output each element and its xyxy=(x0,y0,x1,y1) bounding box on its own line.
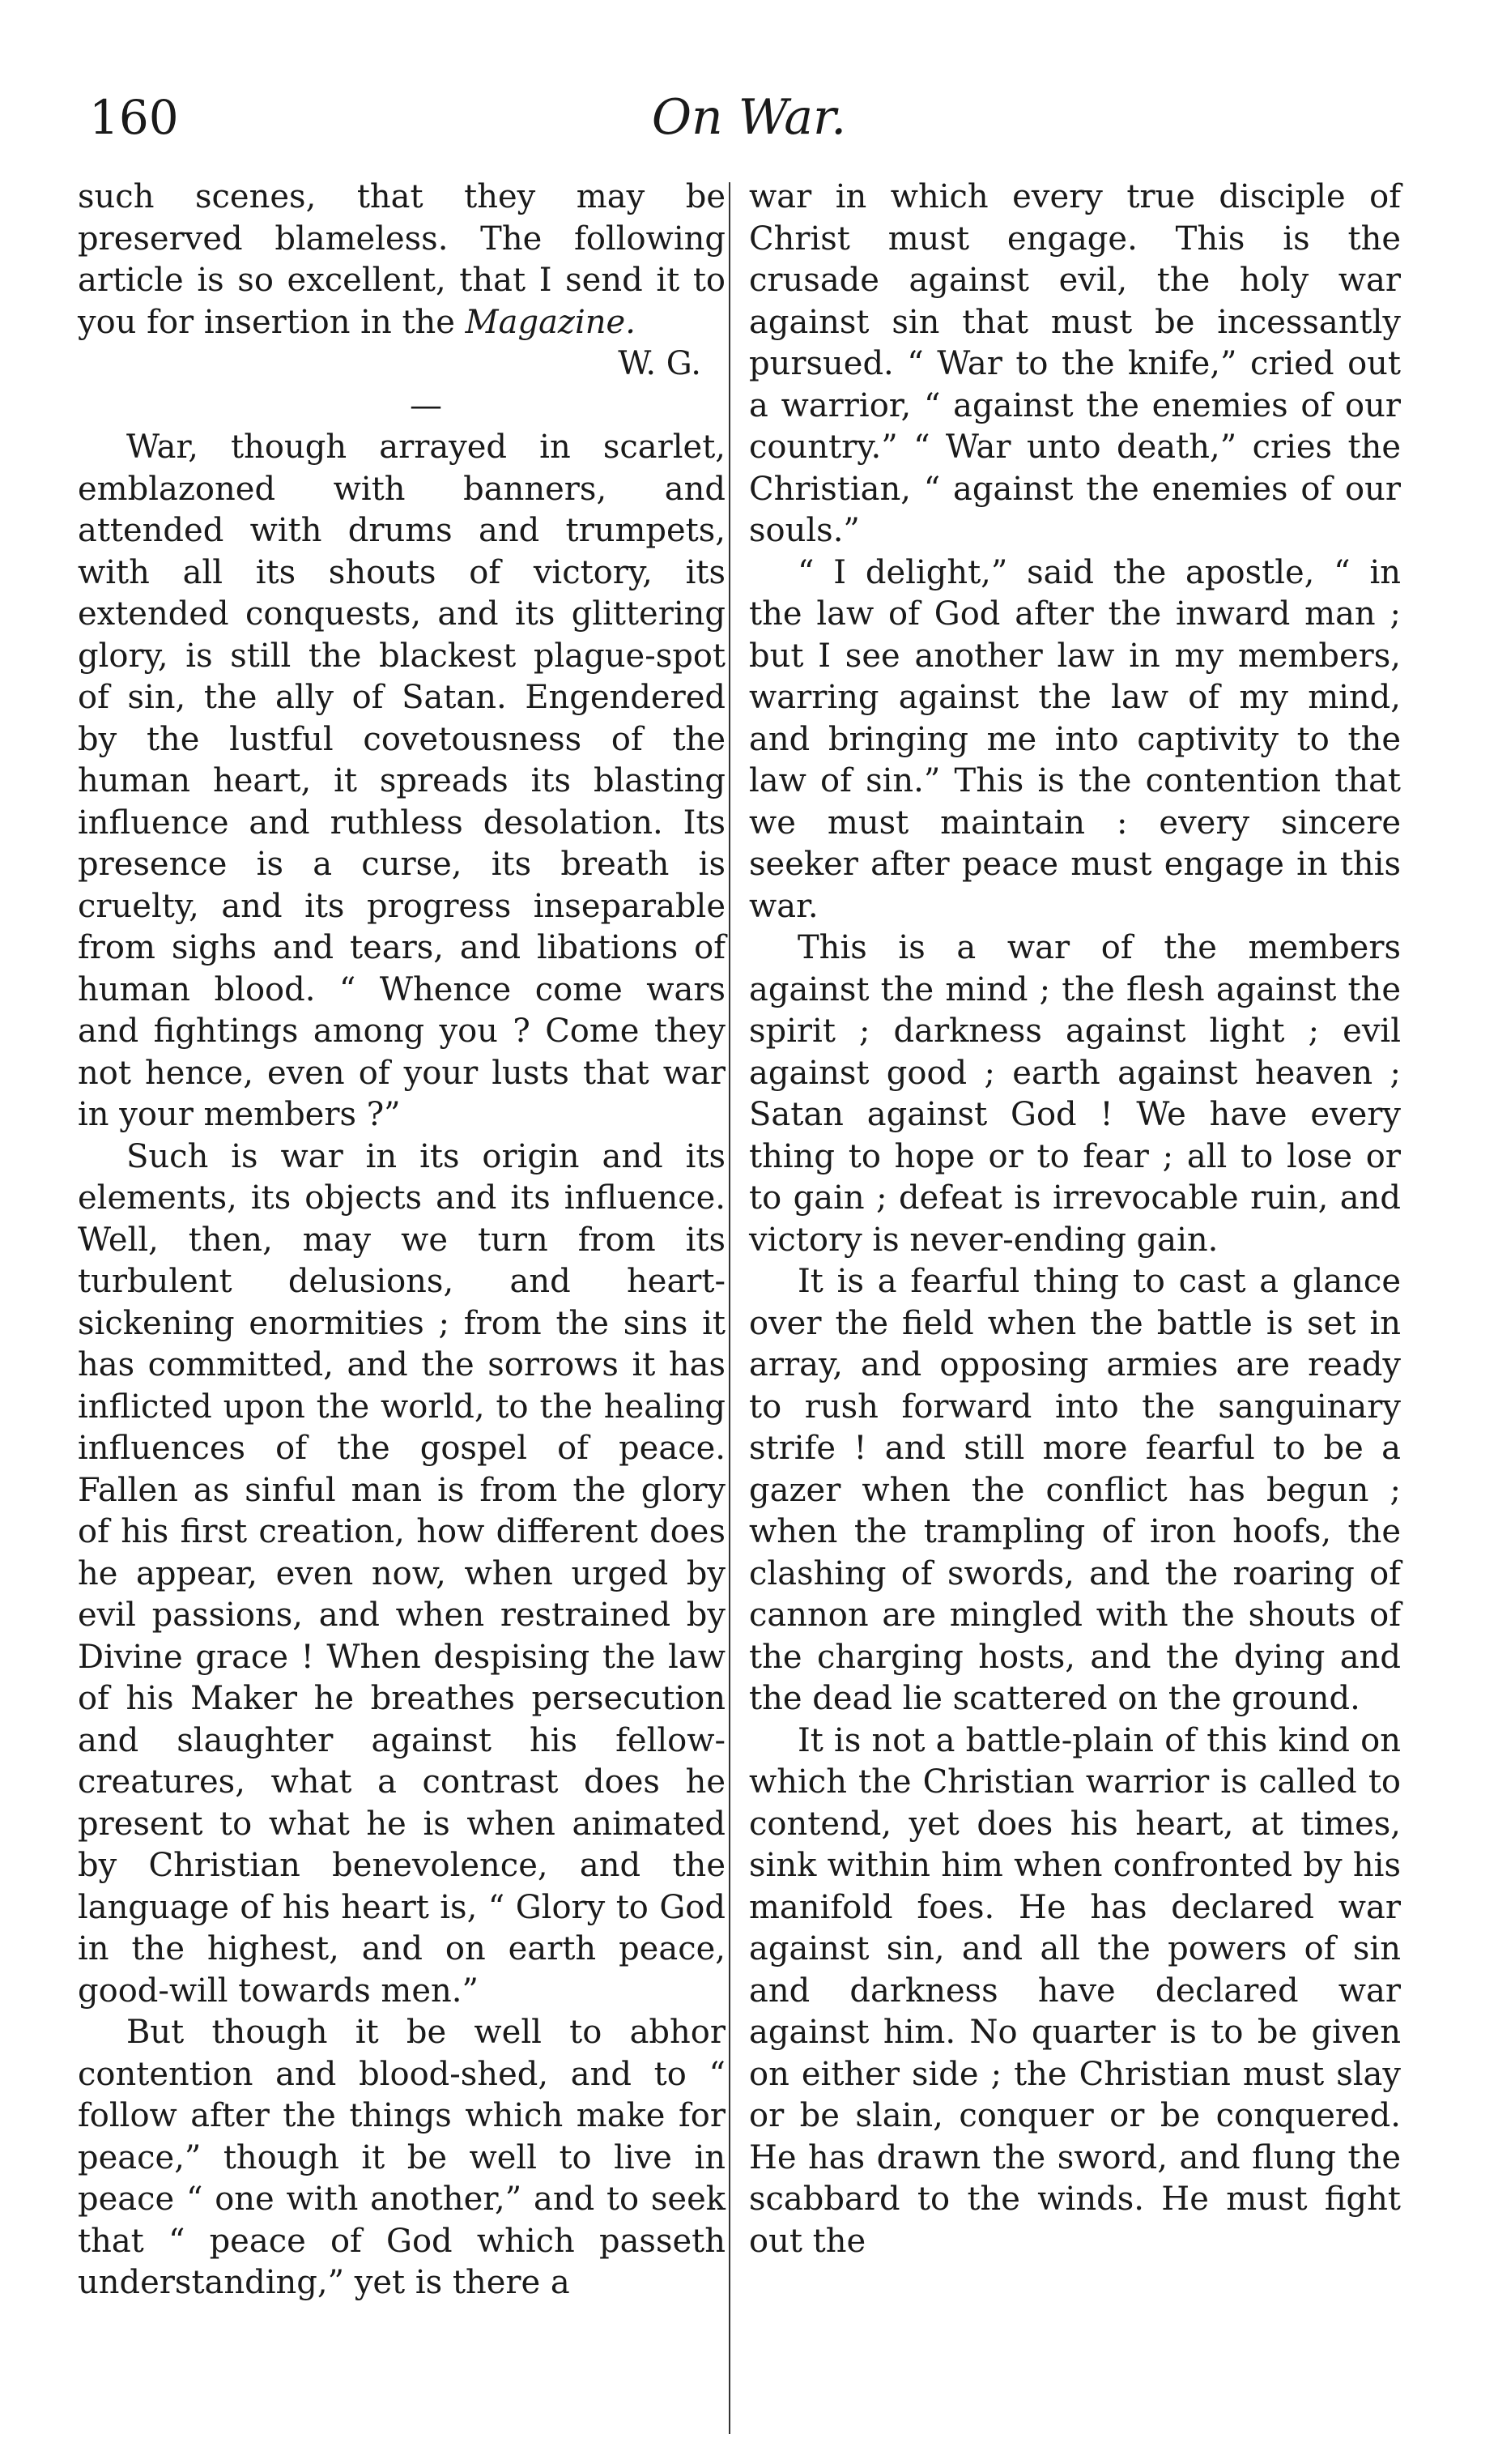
signature: W. G. xyxy=(618,345,701,382)
right-paragraph-5: It is not a battle-plain of this kind on which the Christian warrior is called to contend, yet does his heart, at times, sink within him when confronted by his manifold foes. He has declared war against sin, and all the powers of sin and darkness have declared war against him. No quarter is to be given on either side ; the Christian must slay or be slain, conquer or be conquered. He has drawn the sword, and flung the scabbard to the winds. He must fight out the xyxy=(749,1721,1401,2260)
right-paragraph-2: “ I delight,” said the apostle, “ in the law of God after the inward man ; but I see another law in my members, warring against the law of my mind, and bringing me into captivity to the law of sin.” This is the contention that we must maintain : every sincere seeker after peace must engage in this war. xyxy=(749,553,1401,925)
right-paragraph-4: It is a fearful thing to cast a glance over the field when the battle is set in array, and opposing armies are ready to rush forward into the sanguinary strife ! and still more fearful to be a gazer when the conflict has begun ; when the trampling of iron hoofs, the clashing of swords, and the roaring of cannon are mingled with the shouts of the charging hosts, and the dying and the dead lie scattered on the ground. xyxy=(749,1263,1401,1717)
section-dash: — xyxy=(410,386,442,424)
left-column xyxy=(78,177,726,2304)
right-paragraph-1: war in which every true disciple of Christ must engage. This is the crusade against evil, the holy war against sin that must be incessantly pursued. “ War to the knife,” cried out a warrior, “ against the enemies of our country.” “ War unto death,” cries the Christian, “ against the enemies of our souls.” xyxy=(749,178,1401,549)
left-paragraph-1: War, though arrayed in scarlet, emblazoned with banners, and attended with drums and trumpets, with all its shouts of victory, its extended conquests, and its glittering glory, is still the blackest plague-spot of sin, the ally of Satan. Engendered by the lustful covetousness of the human heart, it spreads its blasting influence and ruthless desolation. Its presence is a curse, its breath is cruelty, and its progress inseparable from sighs and tears, and libations of human blood. “ Whence come wars and fightings among you ? Come they not hence, even of your lusts that war in your members ?” xyxy=(78,428,726,1133)
left-paragraph-2: Such is war in its origin and its elements, its objects and its influence. Well, then, may we turn from its turbulent delusions, and heart-sickening enormities ; from the sins it has committed, and the sorrows it has inflicted upon the world, to the healing influences of the gospel of peace. Fallen as sinful man is from the glory of his first creation, how different does he appear, even now, when urged by evil passions, and when restrained by Divine grace ! When despising the law of his Maker he breathes persecution and slaughter against his fellow-creatures, what a contrast does he present to what he is when animated by Christian benevolence, and the language of his heart is, “ Glory to God in the highest, and on earth peace, good-will towards men.” xyxy=(78,1137,726,2010)
running-title: On War. xyxy=(651,89,847,146)
right-paragraph-3: This is a war of the members against the mind ; the flesh against the spirit ; darkness against light ; evil against good ; earth against heaven ; Satan against God ! We have every thing to hope or to fear ; all to lose or to gain ; defeat is irrevocable ruin, and victory is never-ending gain. xyxy=(749,929,1401,1259)
page-number: 160 xyxy=(89,90,179,145)
left-paragraph-3: But though it be well to abhor contention and blood-shed, and to “ follow after the things which make for peace,” though it be well to live in peace “ one with another,” and to seek that “ peace of God which passeth understanding,” yet is there a xyxy=(78,2014,726,2301)
intro-italic: Magazine. xyxy=(465,303,636,341)
right-column xyxy=(749,177,1401,2262)
column-divider xyxy=(729,182,730,2434)
page-header xyxy=(89,85,1409,166)
intro-text: such scenes, that they may be preserved blameless. The following article is so excellent, that I send it to you for insertion in the xyxy=(78,178,726,341)
intro-paragraph xyxy=(78,177,726,343)
